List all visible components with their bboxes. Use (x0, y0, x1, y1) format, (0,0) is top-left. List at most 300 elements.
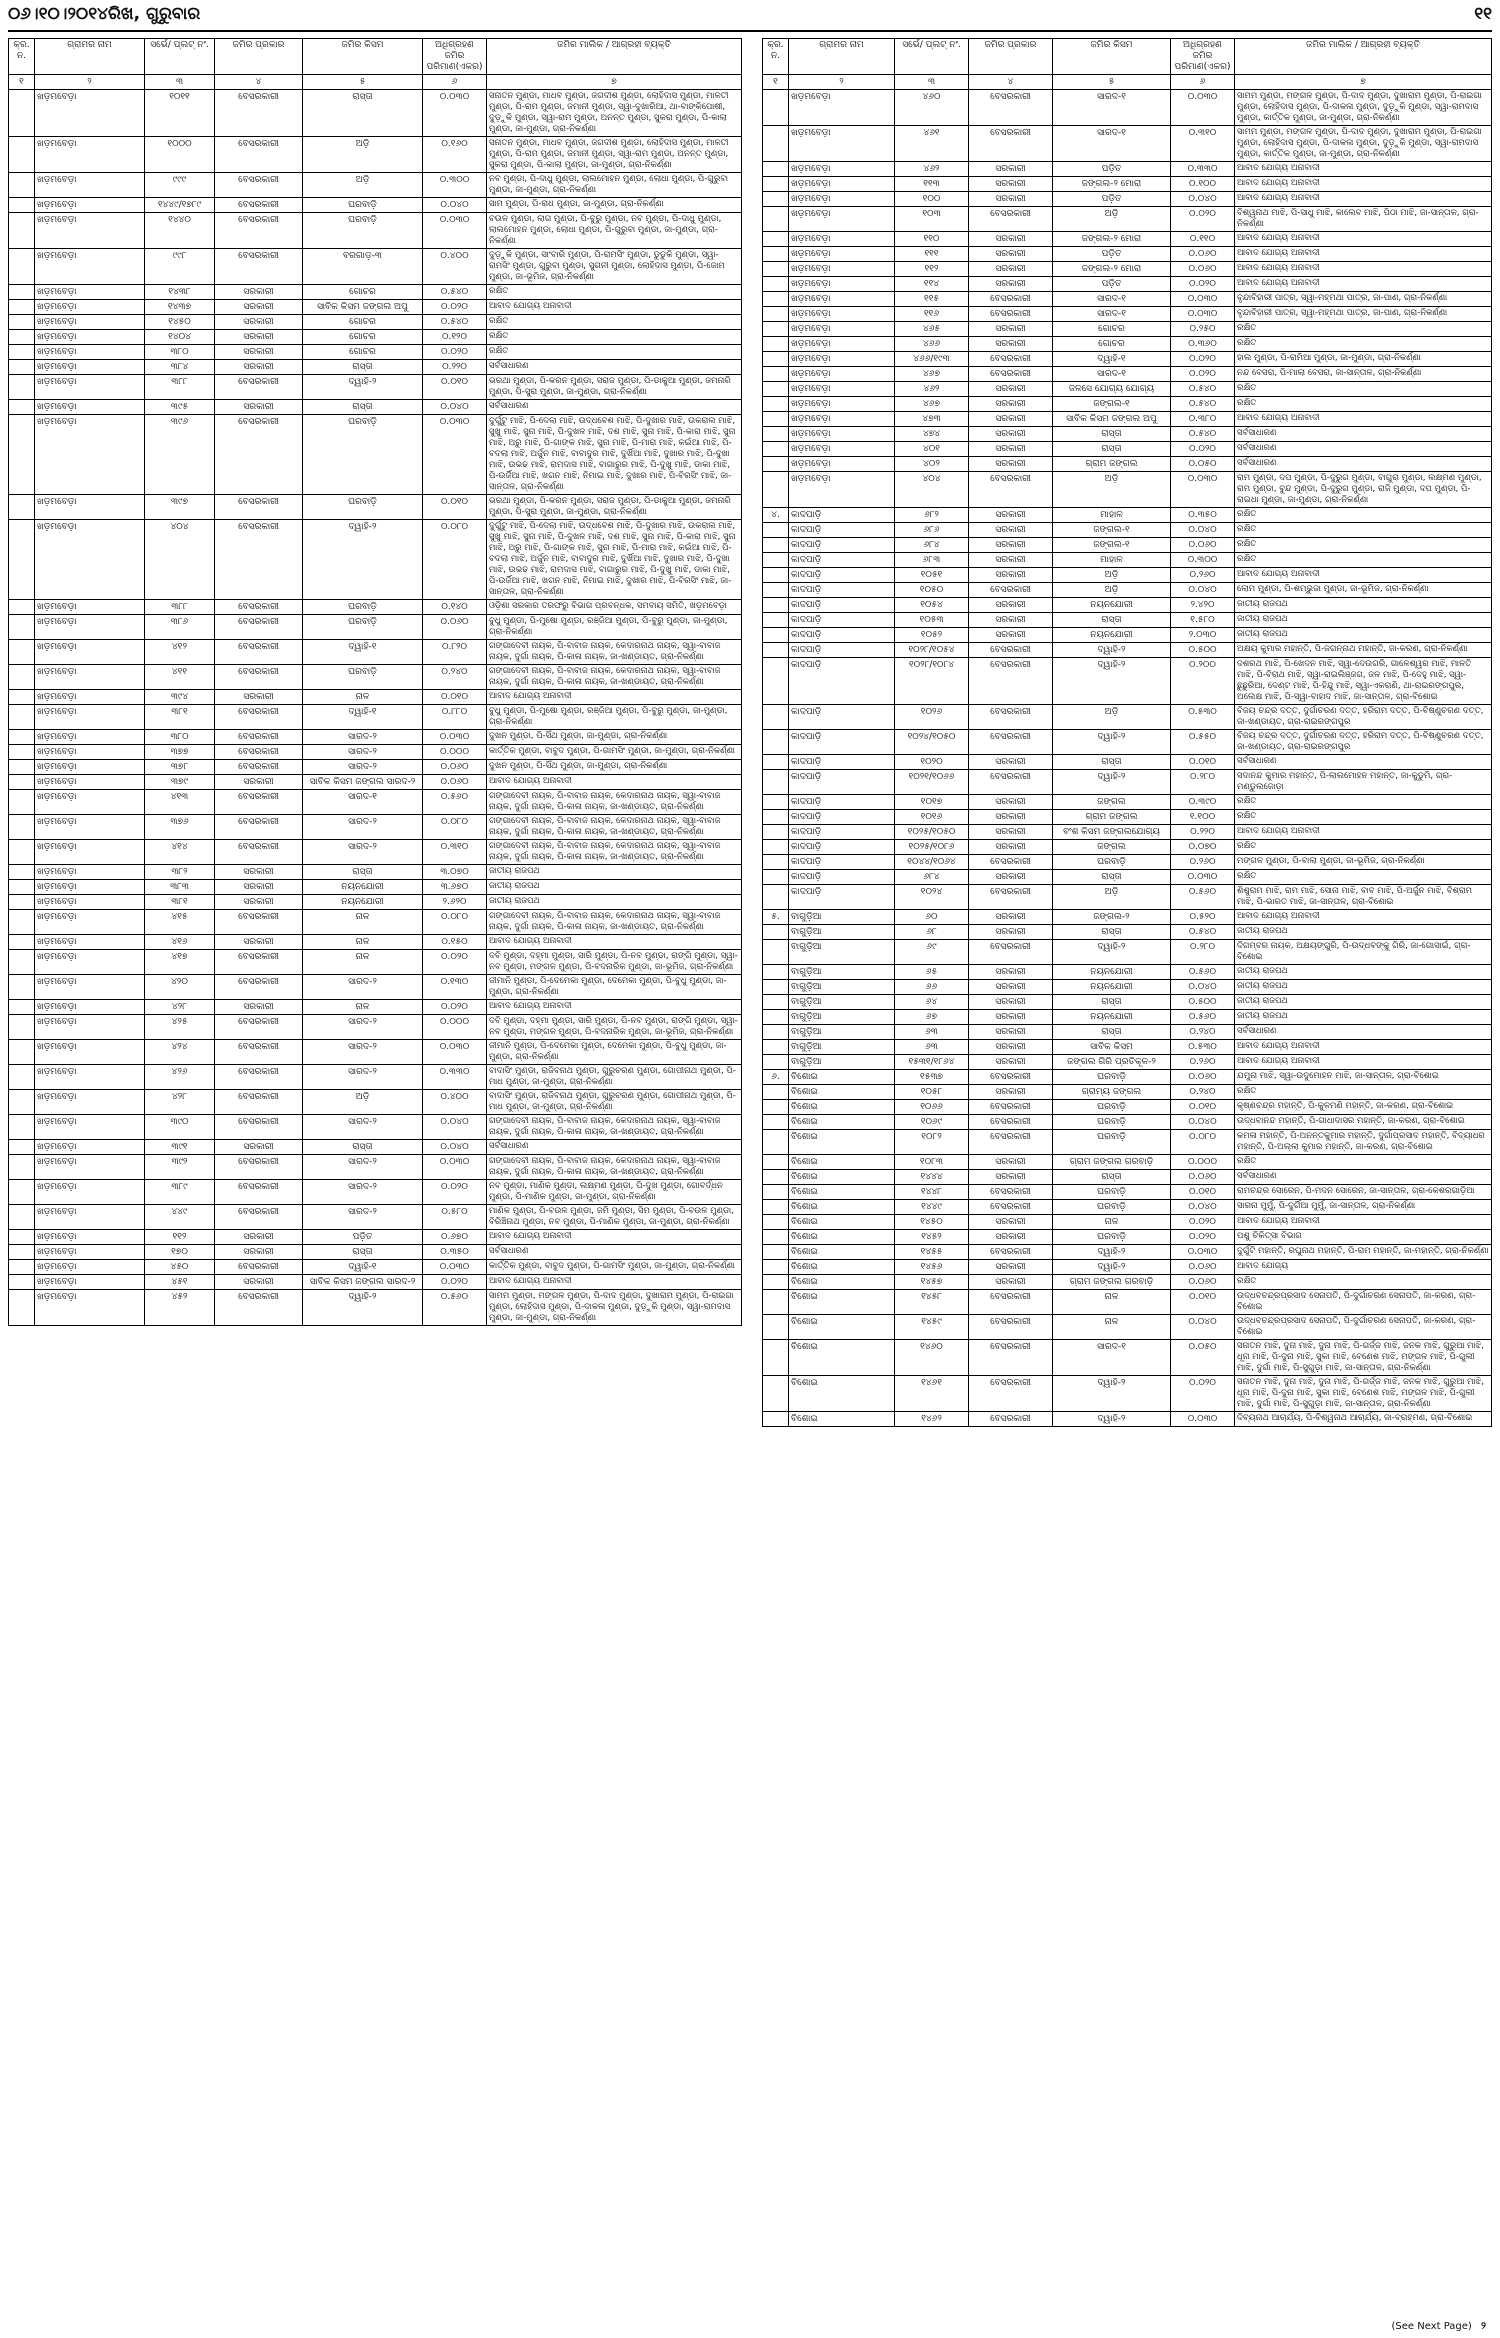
cell-sl (9, 935, 35, 950)
cell-village: ଖଡ଼ମବେଡ଼ା (789, 472, 895, 508)
cell-land-type: ବେସରକାରୀ (969, 1200, 1053, 1215)
cell-village: ଖଡ଼ମବେଡ଼ା (35, 1205, 145, 1230)
cell-village: ଖଡ଼ମବେଡ଼ା (35, 330, 145, 345)
cell-area: ୦.୩୩୦ (1171, 162, 1235, 177)
cell-sl (763, 1085, 789, 1100)
cell-owner: ସାମମ ମୁଣ୍ଡା, ମଙ୍ଗଳ ମୁଣ୍ଡା, ପି-ଦାଦ ମୁଣ୍ଡା, ଦୁଖାରାମ ମୁଣ୍ଡା, ପି-ରାଇଗା ମୁଣ୍ଡା, ଲୋହିଦାସ ମୁଣ୍ଡା, ପି-ଦାକଳା ମୁଣ୍ଡା, ଦୁଡ଼ୁକି ମୁଣ୍ଡା, ସ୍ୱା-ରାମଦାସ ମୁଣ୍ଡା, ଜା-ମୁଣ୍ଡା, ଗ୍ରା-ନିକର୍ଣ୍ଣା (487, 1290, 742, 1326)
cell-area: ୦.୨୬୦ (1171, 568, 1235, 583)
cell-sl (763, 613, 789, 628)
cell-sl (763, 965, 789, 980)
cell-land-kisam: ସାବିକ କିସମ ଜଙ୍ଗଲ ଅପୁ (1053, 412, 1171, 427)
cell-sl (763, 568, 789, 583)
cell-land-kisam: ଜଙ୍ଗଲ-୨ ମୋରା (1053, 177, 1171, 192)
table-row (763, 412, 1492, 427)
cell-plot: ୪୦୨ (895, 457, 969, 472)
cell-sl (9, 775, 35, 790)
cell-area: ୦.୦୮୦ (423, 815, 487, 840)
cell-village: ଖଡ଼ମବେଡ଼ା (35, 1180, 145, 1205)
cell-area: ୦.୫୪୦ (1171, 427, 1235, 442)
cell-sl (9, 1015, 35, 1040)
cell-area: ୨.୦୩୦ (1171, 628, 1235, 643)
cell-village: କାଦପାଡ଼ି (789, 825, 895, 840)
cell-village: ଖଡ଼ମବେଡ଼ା (789, 277, 895, 292)
cell-land-type: ବେସରକାରୀ (215, 705, 303, 730)
cell-area: ୦.୦୧୦ (1171, 755, 1235, 770)
table-row (763, 1040, 1492, 1055)
cell-land-type: ବେସରକାରୀ (969, 770, 1053, 795)
cell-plot: ୧୧୧ (895, 247, 969, 262)
cell-owner: ଜାତୀୟ ରାଜପଥ (487, 880, 742, 895)
cell-village: ଖଡ଼ମବେଡ଼ା (789, 457, 895, 472)
cell-sl (763, 1010, 789, 1025)
cell-land-type: ସରକାରୀ (969, 1155, 1053, 1170)
cell-sl (763, 232, 789, 247)
cell-area: ୦.୨୪୦ (423, 665, 487, 690)
table-row (763, 1230, 1492, 1245)
cell-area: ୦.୦୮୦ (1171, 1130, 1235, 1155)
cell-owner: ଅକ୍ଷୟ କୁମାର ମହାନ୍ତି, ପି-ଜଗନ୍ନାଥ ମହାନ୍ତି, ଜା-କରଣ, ଗ୍ରା-ନିକର୍ଣ୍ଣା (1235, 643, 1492, 658)
cell-owner: ଗଙ୍ଗାଦେବୀ ନାୟକ, ପି-ବାବାଜ ନାୟକ, କେଦାରନାଥ ନାୟକ, ସ୍ୱା-ବାବାଜ ନାୟକ, ଦୁର୍ଗା ନାୟକ, ପି-କାଳା ନାୟକ, ଜା-ଖଣ୍ଡାୟତ, ଗ୍ରା-ନିକର୍ଣ୍ଣା (487, 910, 742, 935)
cell-land-type: ବେସରକାରୀ (215, 1155, 303, 1180)
cell-owner: ଆବାଦ ଯୋଗ୍ୟ ଅନାବାଦୀ (1235, 162, 1492, 177)
cell-village: ଖଡ଼ମବେଡ଼ା (35, 300, 145, 315)
cell-land-kisam: ଗ୍ରାମ ଜଙ୍ଗଲ (1053, 810, 1171, 825)
cell-owner: ବୁଧୁ ମୁଣ୍ଡା, ପି-ମୁଷୋ ମୁଣ୍ଡା, ରଞ୍ଜିଆ ମୁଣ୍ଡା, ପି-ବୁରୁ ମୁଣ୍ଡା, ଜା-ମୁଣ୍ଡା, ଗ୍ରା-ନିକର୍ଣ୍ଣା (487, 705, 742, 730)
cell-sl (9, 1180, 35, 1205)
cell-plot: ୧୪୪୯ (895, 1200, 969, 1215)
cell-plot: ୪୧୫ (145, 910, 215, 935)
cell-land-type: ସରକାରୀ (969, 538, 1053, 553)
cell-land-kisam: ଦ୍ୱାହି-୨ (1053, 1412, 1171, 1427)
cell-land-type: ବେସରକାରୀ (215, 495, 303, 520)
column-number: ୫ (1053, 75, 1171, 90)
cell-owner: ଗଙ୍ଗାଦେବୀ ନାୟକ, ପି-ବାବାଜ ନାୟକ, କେଦାରନାଥ ନାୟକ, ସ୍ୱା-ବାବାଜ ନାୟକ, ଦୁର୍ଗା ନାୟକ, ପି-କାଳା ନାୟକ, ଜା-ଖଣ୍ଡାୟତ, ଗ୍ରା-ନିକର୍ଣ୍ଣା (487, 840, 742, 865)
cell-sl (763, 1412, 789, 1427)
table-body-left (9, 90, 742, 1326)
cell-land-type: ବେସରକାରୀ (969, 472, 1053, 508)
cell-sl (763, 583, 789, 598)
cell-owner: ଜାତୀୟ ରାଜପଥ (1235, 598, 1492, 613)
table-row (763, 162, 1492, 177)
table-row (9, 1140, 742, 1155)
cell-sl (763, 885, 789, 910)
cell-plot: ୯୯୮ (145, 249, 215, 285)
cell-land-type: ସରକାରୀ (969, 322, 1053, 337)
cell-area: ୦.୫୪୦ (1171, 925, 1235, 940)
cell-area: ୦.୦୬୦ (1171, 538, 1235, 553)
table-row (9, 615, 742, 640)
cell-owner: ଜାତୀୟ ରାଜପଥ (1235, 628, 1492, 643)
cell-sl (9, 730, 35, 745)
cell-owner: ରାମଚନ୍ଦ୍ର ସୋରେନ, ପି-ମଦନ ସୋରେନ, ଜା-ସାନ୍ତାଳ, ଗ୍ରା-କେଶରଗାଡ଼ିଆ (1235, 1185, 1492, 1200)
cell-sl (763, 598, 789, 613)
cell-land-kisam: ରାସ୍ତା (303, 1140, 423, 1155)
cell-owner: ଗଙ୍ଗାଦେବୀ ନାୟକ, ପି-ବାବାଜ ନାୟକ, କେଦାରନାଥ ନାୟକ, ସ୍ୱା-ବାବାଜ ନାୟକ, ଦୁର୍ଗା ନାୟକ, ପି-କାଳା ନାୟକ, ଜା-ଖଣ୍ଡାୟତ, ଗ୍ରା-ନିକର୍ଣ୍ଣା (487, 665, 742, 690)
cell-area: ୦.୬୭୦ (423, 1230, 487, 1245)
table-row (763, 613, 1492, 628)
cell-plot: ୪୨୦ (145, 975, 215, 1000)
table-row (763, 795, 1492, 810)
cell-area: ୦.୫୨୦ (1171, 910, 1235, 925)
cell-village: ଖଡ଼ମବେଡ଼ା (35, 137, 145, 173)
cell-area: ୨.୬୨୦ (423, 895, 487, 910)
cell-land-kisam: ପଡ଼ିତ (1053, 247, 1171, 262)
cell-sl (763, 643, 789, 658)
cell-land-kisam: ଅଡ଼ି (1053, 705, 1171, 730)
cell-village: ଖଡ଼ମବେଡ଼ା (35, 198, 145, 213)
cell-land-type: ବେସରକାରୀ (969, 1315, 1053, 1340)
cell-plot: ୧୦୫୪ (895, 598, 969, 613)
cell-plot: ୪୧୨ (145, 640, 215, 665)
cell-owner: ସର୍ବସାଧାରଣ (1235, 442, 1492, 457)
table-row (763, 910, 1492, 925)
cell-land-type: ବେସରକାରୀ (969, 292, 1053, 307)
cell-sl (9, 1140, 35, 1155)
cell-sl: ୬. (763, 1070, 789, 1085)
left-column (8, 38, 742, 2310)
cell-owner: ଦୁର୍ଗୁଟି ମହାନ୍ତି, ରଘୁନାଥ ମହାନ୍ତି, ପି-ରାମ ମହାନ୍ତି, ଜା-ମହାନ୍ତି, ଗ୍ରା-ନିକର୍ଣ୍ଣା (1235, 1245, 1492, 1260)
cell-land-kisam: ସାରଦ-୧ (1053, 292, 1171, 307)
cell-land-type: ବେସରକାରୀ (215, 1180, 303, 1205)
cell-plot: ୪୬୭ (895, 367, 969, 382)
cell-plot: ୧୦୮୩ (895, 1155, 969, 1170)
cell-village: ବିଶୋଇ (789, 1230, 895, 1245)
column-number-row (9, 75, 742, 90)
table-row (9, 300, 742, 315)
cell-land-kisam: ଘରବାଡ଼ି (303, 615, 423, 640)
cell-village: ବାଗୁଡ଼ିଆ (789, 965, 895, 980)
table-row (763, 825, 1492, 840)
cell-area: ୦.୫୬୦ (423, 790, 487, 815)
cell-owner: ବିଜୟ ଚନ୍ଦ୍ର ଦତ୍ତ, ଦୁର୍ଗାଚରଣ ଦତ୍ତ, ହରିରାମ ଦତ୍ତ, ପି-ବିଷ୍ଣୁଚରଣ ଦତ୍ତ, ଜା-ଖଣ୍ଡାୟତ, ଗ୍ରା-ରାଇରଙ୍ଗପୁର (1235, 705, 1492, 730)
cell-village: ବିଶୋଇ (789, 1155, 895, 1170)
cell-sl (763, 658, 789, 705)
table-row (9, 360, 742, 375)
table-row (763, 192, 1492, 207)
cell-land-type: ସରକାରୀ (969, 870, 1053, 885)
cell-land-kisam: ସାରଦ-୧ (1053, 367, 1171, 382)
cell-area: ୦.୦୬୦ (423, 760, 487, 775)
cell-village: ବିଶୋଇ (789, 1185, 895, 1200)
cell-plot: ୪୦୪ (895, 472, 969, 508)
table-row (9, 345, 742, 360)
cell-land-kisam: ଜଙ୍ଗଲ-୧ (1053, 538, 1171, 553)
cell-village: ବିଶୋଇ (789, 1200, 895, 1215)
cell-land-kisam: ଜଙ୍ଗଲ (1053, 795, 1171, 810)
table-row (763, 292, 1492, 307)
cell-owner: ନନ୍ଦ ବେସରା, ପି-ମାଲା ବେସରା, ଜା-ସାନ୍ତାଳ, ଗ୍ରା-ନିକର୍ଣ୍ଣା (1235, 367, 1492, 382)
cell-land-kisam: ଦ୍ୱାହି-୧ (303, 705, 423, 730)
table-row (763, 367, 1492, 382)
cell-village: ଖଡ଼ମବେଡ଼ା (35, 1290, 145, 1326)
cell-sl (763, 553, 789, 568)
cell-owner: ରକ୍ଷିତ (1235, 337, 1492, 352)
cell-land-kisam: ନାଳ (1053, 1215, 1171, 1230)
cell-land-type: ବେସରକାରୀ (969, 658, 1053, 705)
column-number: ୬ (423, 75, 487, 90)
cell-land-type: ବେସରକାରୀ (969, 730, 1053, 755)
header-plot: ସର୍ଭେ/ ପ୍ଲଟ୍ ନଂ. (895, 39, 969, 75)
cell-area: ୦.୦୪୦ (423, 1140, 487, 1155)
cell-land-kisam: ଜଙ୍ଗଲ-୧ (1053, 397, 1171, 412)
cell-plot: ୪୨୪ (145, 1040, 215, 1065)
cell-land-kisam: ଦ୍ୱାହି-୨ (1053, 940, 1171, 965)
cell-area: ୦.୦୬୦ (1171, 247, 1235, 262)
table-row (763, 1315, 1492, 1340)
cell-sl (763, 1130, 789, 1155)
cell-village: ଖଡ଼ମବେଡ଼ା (35, 213, 145, 249)
cell-village: କାଦପାଡ଼ି (789, 770, 895, 795)
cell-village: ଖଡ଼ମବେଡ଼ା (35, 1275, 145, 1290)
cell-sl (9, 1275, 35, 1290)
cell-sl (763, 1215, 789, 1230)
cell-owner: ଆବାଦ ଯୋଗ୍ୟ ଅନାବାଦୀ (487, 690, 742, 705)
cell-owner: ସାମମ ମୁଣ୍ଡା, ମଙ୍ଗଳ ମୁଣ୍ଡା, ପି-ଦାଦ ମୁଣ୍ଡା, ଦୁଖାରାମ ମୁଣ୍ଡା, ପି-ରାଇଗା ମୁଣ୍ଡା, ଲୋହିଦାସ ମୁଣ୍ଡା, ପି-ଦାକଳା ମୁଣ୍ଡା, ଦୁଡ଼ୁକି ମୁଣ୍ଡା, ସ୍ୱା-ରାମଦାସ ମୁଣ୍ଡା, କାର୍ତ୍ତିକ ମୁଣ୍ଡା, ଜା-ମୁଣ୍ଡା, ଗ୍ରା-ନିକର୍ଣ୍ଣା (1235, 90, 1492, 126)
cell-area: ୦.୦୨୦ (423, 1275, 487, 1290)
cell-village: ଖଡ଼ମବେଡ଼ା (35, 600, 145, 615)
table-body-right (763, 90, 1492, 1427)
cell-plot: ୩୭୮ (145, 760, 215, 775)
cell-land-type: ସରକାରୀ (215, 360, 303, 375)
cell-plot: ୬୬ (895, 980, 969, 995)
cell-land-kisam: ସାରଦ-୨ (303, 1065, 423, 1090)
cell-sl (9, 285, 35, 300)
cell-area: ୦.୦୧୦ (423, 375, 487, 400)
cell-owner: ଜାତୀୟ ରାଜପଥ (1235, 613, 1492, 628)
cell-land-type: ବେସରକାରୀ (215, 1290, 303, 1326)
cell-sl (763, 925, 789, 940)
cell-plot: ୪୬୦ (895, 90, 969, 126)
cell-village: ଖଡ଼ମବେଡ଼ା (35, 1015, 145, 1040)
cell-sl (763, 810, 789, 825)
cell-land-type: ବେସରକାରୀ (969, 367, 1053, 382)
cell-plot: ୪୫୨ (145, 1290, 215, 1326)
cell-plot: ୩୭୭ (145, 745, 215, 760)
table-row (9, 1040, 742, 1065)
cell-village: କାଦପାଡ଼ି (789, 568, 895, 583)
cell-plot: ୧୦୫୨ (895, 628, 969, 643)
cell-area: ୦.୦୪୦ (1171, 980, 1235, 995)
cell-land-type: ବେସରକାରୀ (215, 975, 303, 1000)
cell-owner: ଆବାଦ ଯୋଗ୍ୟ ଅନାବାଦୀ (1235, 247, 1492, 262)
cell-land-type: ବେସରକାରୀ (215, 1040, 303, 1065)
table-row (9, 815, 742, 840)
cell-area: ୦.୦୬୦ (1171, 1170, 1235, 1185)
header-plot: ସର୍ଭେ/ ପ୍ଲଟ୍ ନଂ. (145, 39, 215, 75)
cell-village: ବାଗୁଡ଼ିଆ (789, 925, 895, 940)
cell-land-kisam: ନୟନଯୋରୀ (1053, 628, 1171, 643)
table-row (763, 658, 1492, 705)
cell-village: ଖଡ଼ମବେଡ଼ା (35, 1140, 145, 1155)
cell-sl (9, 600, 35, 615)
table-row (9, 285, 742, 300)
cell-plot: ୧୦୫୮ (895, 1085, 969, 1100)
cell-owner: ଶିଶୁରାମ ମାଝି, ରାମ ମାଝି, ସୋନା ମାଝି, ବାବ ମାଝି, ପି-ଅର୍ଜୁନ ମାଝି, ବିଶ୍ରାମ ମାଝି, ପି-ଭାରତ ମାଝି, ଜା-ସାନ୍ତାଳ, ଗ୍ରା-ବିଶୋଇ (1235, 885, 1492, 910)
cell-land-kisam: ଘରବାଡ଼ି (1053, 1070, 1171, 1085)
cell-area: ୦.୧୬୦ (423, 137, 487, 173)
cell-sl (763, 1340, 789, 1376)
cell-land-kisam: ବଂଶ କିସମ ଜଙ୍ଗଲଯୋଗ୍ୟ (1053, 825, 1171, 840)
cell-village: ଖଡ଼ମବେଡ଼ା (35, 760, 145, 775)
cell-sl (9, 1230, 35, 1245)
table-row (763, 995, 1492, 1010)
table-row (763, 583, 1492, 598)
table-row (9, 1230, 742, 1245)
cell-owner: କାର୍ତ୍ତିକ ମୁଣ୍ଡା, ବାବୁଦ ମୁଣ୍ଡା, ପି-ଗାମସିଂ ମୁଣ୍ଡା, ଜା-ମୁଣ୍ଡା, ଗ୍ରା-ନିକର୍ଣ୍ଣା (487, 745, 742, 760)
cell-land-type: ସରକାରୀ (969, 397, 1053, 412)
cell-land-kisam: ଦ୍ୱାହି-୨ (1053, 1260, 1171, 1275)
cell-land-type: ସରକାରୀ (969, 412, 1053, 427)
cell-sl (763, 162, 789, 177)
cell-area: ୦.୫୪୦ (423, 315, 487, 330)
cell-village: କାଦପାଡ଼ି (789, 810, 895, 825)
cell-area: ୦.୦୨୦ (423, 1180, 487, 1205)
cell-owner: ଆବାଦ ଯୋଗ୍ୟ ଅନାବାଦୀ (1235, 192, 1492, 207)
cell-plot: ୬୦ (895, 910, 969, 925)
cell-sl (763, 755, 789, 770)
cell-village: ବିଶୋଇ (789, 1245, 895, 1260)
cell-area: ୦.୦୨୦ (1171, 1230, 1235, 1245)
cell-area: ୦.୪୦୦ (423, 1090, 487, 1115)
table-row (9, 935, 742, 950)
cell-owner: ସର୍ବସାଧାରଣ (487, 1140, 742, 1155)
cell-village: କାଦପାଡ଼ି (789, 553, 895, 568)
cell-owner: ଲୋମ ମୁଣ୍ଡା, ପି-ଶମ୍ଭୁଜା ମୁଣ୍ଡା, ଜା-ଭୂମିଜ, ଗ୍ରା-ନିକର୍ଣ୍ଣା (1235, 583, 1492, 598)
cell-village: ଖଡ଼ମବେଡ଼ା (789, 442, 895, 457)
cell-plot: ୧୪୬୧ (895, 1376, 969, 1412)
cell-sl (763, 352, 789, 367)
cell-owner: ଗଙ୍ଗାଦେବୀ ନାୟକ, ପି-ବାବାଜ ନାୟକ, କେଦାରନାଥ ନାୟକ, ସ୍ୱା-ବାବାଜ ନାୟକ, ଦୁର୍ଗା ନାୟକ, ପି-କାଳା ନାୟକ, ଜା-ଖଣ୍ଡାୟତ, ଗ୍ରା-ନିକର୍ଣ୍ଣା (487, 640, 742, 665)
table-row (9, 640, 742, 665)
see-next-page-note: (See Next Page) (1391, 2321, 1472, 2332)
table-row (763, 1200, 1492, 1215)
cell-area: ୦.୦୨୦ (423, 300, 487, 315)
cell-owner: ରାମ ମୁଣ୍ଡା, ଦପ ମୁଣ୍ଡା, ପି-ଦୁରୁଗ ମୁଣ୍ଡା, ବାଗୁରା ମୁଣ୍ଡା, ଲକ୍ଷ୍ମଣ ମୁଣ୍ଡା, ରାମ ମୁଣ୍ଡା, ବୁନ୍ଦ ମୁଣ୍ଡା, ପି-ଦୁରୁଗ ମୁଣ୍ଡା, ରାଜି ମୁଣ୍ଡା, ଦପ ମୁଣ୍ଡା, ପି-ରାଇଧା ମୁଣ୍ଡା, ଜା-ମୁଣ୍ଡା, ଗ୍ରା-ନିକର୍ଣ୍ଣା (1235, 472, 1492, 508)
cell-owner: ରକ୍ଷିତ (1235, 508, 1492, 523)
cell-owner: ଗଙ୍ଗାଦେବୀ ନାୟକ, ପି-ବାବାଜ ନାୟକ, କେଦାରନାଥ ନାୟକ, ସ୍ୱା-ବାବାଜ ନାୟକ, ଦୁର୍ଗା ନାୟକ, ପି-କାଳା ନାୟକ, ଜା-ଖଣ୍ଡାୟତ, ଗ୍ରା-ନିକର୍ଣ୍ଣା (487, 1155, 742, 1180)
cell-land-type: ସରକାରୀ (969, 553, 1053, 568)
cell-land-type: ବେସରକାରୀ (215, 1205, 303, 1230)
cell-land-kisam: ସାରଦ-୧ (1053, 1340, 1171, 1376)
table-row (763, 1070, 1492, 1085)
cell-land-kisam: ରାସ୍ତା (1053, 995, 1171, 1010)
cell-sl (9, 415, 35, 495)
cell-village: ଖଡ଼ମବେଡ଼ା (35, 950, 145, 975)
cell-land-type: ସରକାରୀ (969, 232, 1053, 247)
cell-village: କାଦପାଡ଼ି (789, 795, 895, 810)
cell-owner: ସାମ ମୁଣ୍ଡା, ପି-ରାଧ ମୁଣ୍ଡା, ଜା-ମୁଣ୍ଡା, ଗ୍ରା-ନିକର୍ଣ୍ଣା (487, 198, 742, 213)
cell-plot: ୩୮୧ (145, 705, 215, 730)
table-row (9, 520, 742, 600)
table-row (763, 1340, 1492, 1376)
cell-plot: ୩୯୧ (145, 1140, 215, 1155)
cell-land-type: ବେସରକାରୀ (969, 1130, 1053, 1155)
cell-plot: ୩୯୭ (145, 495, 215, 520)
cell-land-type: ସରକାରୀ (969, 192, 1053, 207)
cell-village: ଖଡ଼ମବେଡ଼ା (789, 247, 895, 262)
cell-village: ଖଡ଼ମବେଡ଼ା (35, 415, 145, 495)
column-number: ୨ (35, 75, 145, 90)
cell-plot: ୬୮୪ (895, 538, 969, 553)
cell-land-type: ବେସରକାରୀ (215, 415, 303, 495)
cell-area: ୦.୦୧୦ (423, 495, 487, 520)
cell-owner: ରକ୍ଷିତ (1235, 1275, 1492, 1290)
cell-village: ଖଡ଼ମବେଡ଼ା (35, 815, 145, 840)
cell-village: ଖଡ଼ମବେଡ଼ା (35, 345, 145, 360)
cell-plot: ୩୮୦ (145, 730, 215, 745)
cell-land-kisam: ରାସ୍ତା (1053, 870, 1171, 885)
cell-land-type: ସରକାରୀ (969, 925, 1053, 940)
cell-owner: ଭରଥା ମୁଣ୍ଡା, ପି-କରନ ମୁଣ୍ଡା, ସରାଜ ମୁଣ୍ଡା, ପି-ଡାକୁଆ ମୁଣ୍ଡା, ଜମନାରି ମୁଣ୍ଡା, ପି-ସୁରା ମୁଣ୍ଡା, ଜା-ମୁଣ୍ଡା, ଗ୍ରା-ନିକର୍ଣ୍ଣା (487, 375, 742, 400)
cell-plot: ୪୫୦ (145, 1260, 215, 1275)
cell-sl (9, 495, 35, 520)
cell-area: ୦.୦୬୦ (423, 775, 487, 790)
cell-village: ଖଡ଼ମବେଡ଼ା (789, 162, 895, 177)
cell-area: ୦.୦୨୦ (1171, 442, 1235, 457)
cell-land-kisam: ନୟନଯୋରୀ (303, 895, 423, 910)
table-row (9, 1260, 742, 1275)
cell-land-kisam: ଗ୍ରାମ ଜଙ୍ଗଲ (1053, 457, 1171, 472)
cell-area: ୦.୦୩୦ (1171, 90, 1235, 126)
cell-area: ୦.୦୬୦ (1171, 1260, 1235, 1275)
cell-land-type: ବେସରକାରୀ (969, 307, 1053, 322)
table-row (763, 472, 1492, 508)
cell-village: କାଦପାଡ଼ି (789, 870, 895, 885)
cell-area: ୦.୦୮୦ (423, 910, 487, 935)
cell-land-kisam: ଅଡ଼ି (1053, 885, 1171, 910)
cell-owner: ସର୍ବସାଧାରଣ (1235, 1025, 1492, 1040)
cell-land-type: ସରକାରୀ (969, 508, 1053, 523)
cell-plot: ୩୮୬ (145, 615, 215, 640)
cell-village: ଖଡ଼ମବେଡ଼ା (35, 880, 145, 895)
cell-sl (9, 400, 35, 415)
table-row (9, 895, 742, 910)
table-row (763, 1245, 1492, 1260)
cell-land-kisam: ସାରଦ-୨ (303, 760, 423, 775)
table-row (763, 277, 1492, 292)
cell-plot: ୪୨୫ (145, 1015, 215, 1040)
cell-area: ୦.୦୪୦ (423, 198, 487, 213)
cell-land-kisam: ନାଳ (303, 690, 423, 705)
cell-land-type: ବେସରକାରୀ (215, 640, 303, 665)
column-number: ୫ (303, 75, 423, 90)
cell-sl (9, 640, 35, 665)
cell-land-type: ସରକାରୀ (969, 457, 1053, 472)
cell-land-kisam: ଜଙ୍ଗଲ-୨ ମୋରା (1053, 232, 1171, 247)
cell-area: ୦.୨୪୦ (1171, 1025, 1235, 1040)
table-row (763, 1085, 1492, 1100)
cell-sl (9, 865, 35, 880)
cell-sl (9, 213, 35, 249)
header-village: ଗ୍ରାମର ନାମ (789, 39, 895, 75)
cell-owner: କାର୍ତ୍ତିକ ମୁଣ୍ଡା, ବାବୁଦ ମୁଣ୍ଡା, ପି-ଗାମସିଂ ମୁଣ୍ଡା, ଜା-ମୁଣ୍ଡା, ଗ୍ରା-ନିକର୍ଣ୍ଣା (487, 1260, 742, 1275)
cell-sl (763, 1155, 789, 1170)
cell-area: ୦.୦୦୦ (423, 1015, 487, 1040)
cell-plot: ୧୫୩୭ (895, 1070, 969, 1085)
cell-land-kisam: ଘରବାଡ଼ି (303, 495, 423, 520)
cell-land-type: ସରକାରୀ (215, 1230, 303, 1245)
cell-owner: ବିଜୟ ଚନ୍ଦ୍ର ଦତ୍ତ, ଦୁର୍ଗାଚରଣ ଦତ୍ତ, ହରିରାମ ଦତ୍ତ, ପି-ବିଷ୍ଣୁଚରଣ ଦତ୍ତ, ଜା-ଖଣ୍ଡାୟତ, ଗ୍ରା-ରାଇରଙ୍ଗପୁର (1235, 730, 1492, 755)
cell-area: ୦.୦୧୦ (1171, 1100, 1235, 1115)
cell-area: ୦.୫୪୦ (423, 285, 487, 300)
cell-sl (763, 1100, 789, 1115)
cell-land-kisam: ନୟନଯୋରୀ (1053, 1010, 1171, 1025)
cell-land-kisam: ଦ୍ୱାହି-୧ (303, 1260, 423, 1275)
cell-area: ୦.୩୦୦ (1171, 553, 1235, 568)
cell-area: ୦.୦୩୦ (423, 90, 487, 137)
cell-village: ଖଡ଼ମବେଡ଼ା (35, 375, 145, 400)
column-number-row (763, 75, 1492, 90)
